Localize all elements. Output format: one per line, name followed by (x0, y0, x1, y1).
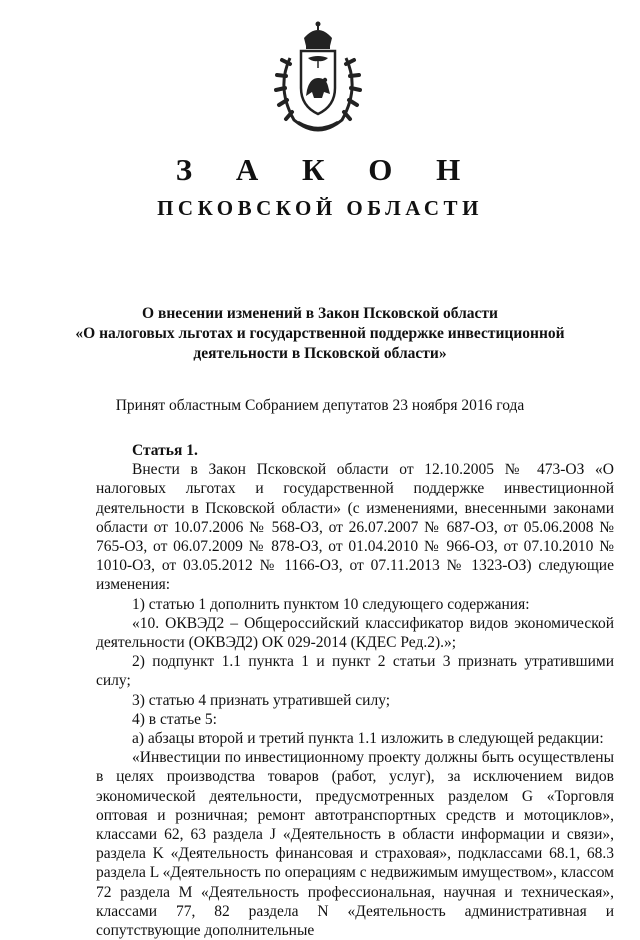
paragraph: «Инвестиции по инвестиционному проекту должны быть осуществлены в целях производства товаров (работ, услуг), за исключением видов экономической деятельности, предусмотренных разделом G «Торговля оптовая и розничная; ремонт автотранспортных средств и мотоциклов», классами 62, 63 раздела J «Деятельность в области информации и связи», раздела K «Деятельность финансовая и страховая», подклассами 68.1, 68.3 раздела L «Деятельность по операциям с недвижимым имуществом», классом 72 раздела M «Деятельность профессиональная, научная и техническая», классами 77, 82 раздела N «Деятельность административная и сопутствующие дополнительные (96, 749, 614, 940)
law-title (60, 304, 580, 364)
law-title-line: О внесении изменений в Закон Псковской области (142, 305, 498, 322)
paragraph: Внести в Закон Псковской области от 12.10.2005 № 473-ОЗ «О налоговых льготах и государственной поддержке инвестиционной деятельности в Псковской области» (с изменениями, внесенными законами области от 10.07.2006 № 568-ОЗ, от 26.07.2007 № 687-ОЗ, от 05.06.2008 № 765-ОЗ, от 06.07.2009 № 878-ОЗ, от 01.04.2010 № 966-ОЗ, от 07.10.2010 № 1010-ОЗ, от 03.05.2012 № 1166-ОЗ, от 07.11.2013 № 1323-ОЗ) следующие изменения: (96, 461, 614, 594)
law-heading: З А К О Н (175, 152, 479, 187)
paragraph: «10. ОКВЭД2 – Общероссийский классификатор видов экономической деятельности (ОКВЭД2) ОК 029-2014 (КДЕС Ред.2).»; (96, 614, 614, 652)
paragraph: 2) подпункт 1.1 пункта 1 и пункт 2 статьи 3 признать утратившими силу; (96, 653, 614, 690)
adoption-note: Принят областным Собранием депутатов 23 ноября 2016 года (115, 397, 525, 414)
paragraph: 1) статью 1 дополнить пунктом 10 следующего содержания: (132, 595, 530, 613)
paragraph: 4) в статье 5: (132, 710, 217, 728)
paragraph: 3) статью 4 признать утратившей силу; (132, 691, 391, 709)
law-title-line: деятельности в Псковской области» (193, 345, 447, 362)
pskov-coat-of-arms-icon (268, 18, 368, 136)
law-title-line: «О налоговых льготах и государственной поддержке инвестиционной (75, 325, 565, 342)
article-heading: Статья 1. (132, 442, 198, 459)
law-body (96, 441, 614, 940)
paragraph: а) абзацы второй и третий пункта 1.1 изложить в следующей редакции: (132, 730, 604, 748)
region-heading: ПСКОВСКОЙ ОБЛАСТИ (157, 196, 483, 220)
